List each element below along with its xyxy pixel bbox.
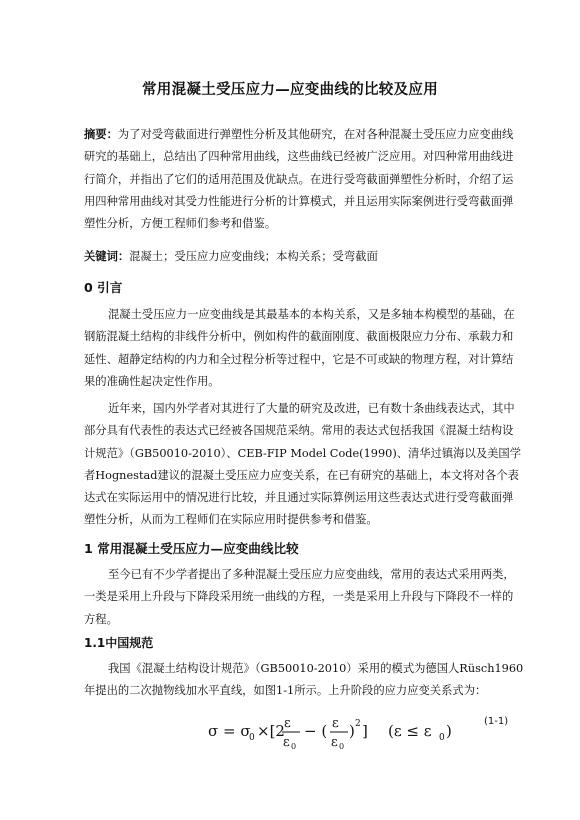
equation-1-1 (208, 712, 458, 752)
section-1-1-heading: 1.1中国规范 (84, 636, 154, 650)
eq-minus: − ( (304, 722, 328, 740)
eq-condition-close: ) (446, 722, 452, 740)
eq-times: ×[2 (257, 722, 285, 740)
eq-frac2-den-sub: 0 (339, 742, 345, 751)
equation-number: (1-1) (484, 716, 509, 727)
abstract-text: 为了对受弯截面进行弹塑性分析及其他研究，在对各种混凝土受压应力应变曲线研究的基础上，总结出了四种常用曲线，这些曲线已经被广泛应用。对四种常用曲线进行简介，并指出了它们的适用范围及优缺点。在进行受弯截面弹塑性分析时，介绍了运用四种常用曲线对其受力性能进行分析的计算模式，并且运用实际案例进行受弯截面弹塑性分析，方便工程师们参考和借鉴。 (84, 128, 514, 231)
eq-frac2-den: ε (331, 735, 338, 750)
eq-square: 2 (355, 719, 361, 729)
eq-frac1-den: ε (283, 735, 290, 750)
eq-end: ] (362, 722, 368, 740)
eq-sub0: 0 (249, 733, 255, 743)
section-0-paragraph-1: 混凝土受压应力一应变曲线是其最基本的本构关系，又是多轴本构模型的基础，在钢筋混凝土结构的非线件分析中，例如构件的截面刚度、截面极限应力分布、承载力和延性、超静定结构的内力和全过程分析等过程中，它是不可或缺的物理方程，对计算结果的准确性起决定性作用。 (84, 308, 515, 388)
paper-title: 常用混凝土受压应力—应变曲线的比较及应用 (142, 82, 438, 98)
eq-frac2-num: ε (332, 716, 339, 731)
keywords (84, 245, 524, 268)
eq-lhs: σ = σ (208, 722, 251, 740)
eq-condition: (ε ≤ ε (388, 722, 432, 740)
section-0-heading: 0 引言 (84, 280, 123, 295)
abstract-label: 摘要： (84, 127, 118, 141)
keywords-text: 混凝土；受压应力应变曲线；本构关系；受弯截面 (129, 250, 378, 263)
eq-close: ) (349, 722, 355, 740)
section-1-heading: 1 常用混凝土受压应力—应变曲线比较 (84, 541, 299, 556)
eq-condition-sub: 0 (439, 733, 445, 743)
abstract (84, 123, 524, 235)
eq-frac1-num: ε (284, 716, 291, 731)
section-1-paragraph-1: 至今已有不少学者提出了多种混凝土受压应力应变曲线，常用的表达式采用两类，一类是采用上升段与下降段采用统一曲线的方程，一类是采用上升段与下降段不一样的方程。 (84, 568, 515, 626)
keywords-label: 关键词： (84, 249, 130, 263)
eq-frac1-den-sub: 0 (291, 742, 297, 751)
section-0-paragraph-2: 近年来，国内外学者对其进行了大量的研究及改进，已有数十条曲线表达式，其中部分具有代表性的表达式已经被各国规范采纳。常用的表达式包括我国《混凝土结构设计规范》（GB50010-2010）、CEB-FIP Model Code(1990)、清华过镇海以及美国学者Hognestad建议的混凝土受压应力应变关系，在已有研究的基础上，本文将对各个表达式在实际运用中的情况进行比较，并且通过实际算例运用这些表达式进行受弯截面弹塑性分析，从而为工程师们在实际应用时提供参考和借鉴。 (84, 402, 522, 527)
section-1-1-paragraph-1: 我国《混凝土结构设计规范》（GB50010-2010）采用的模式为德国人Rüsch1960年提出的二次抛物线加水平直线，如图1-1所示。上升阶段的应力应变关系式为： (84, 662, 524, 698)
